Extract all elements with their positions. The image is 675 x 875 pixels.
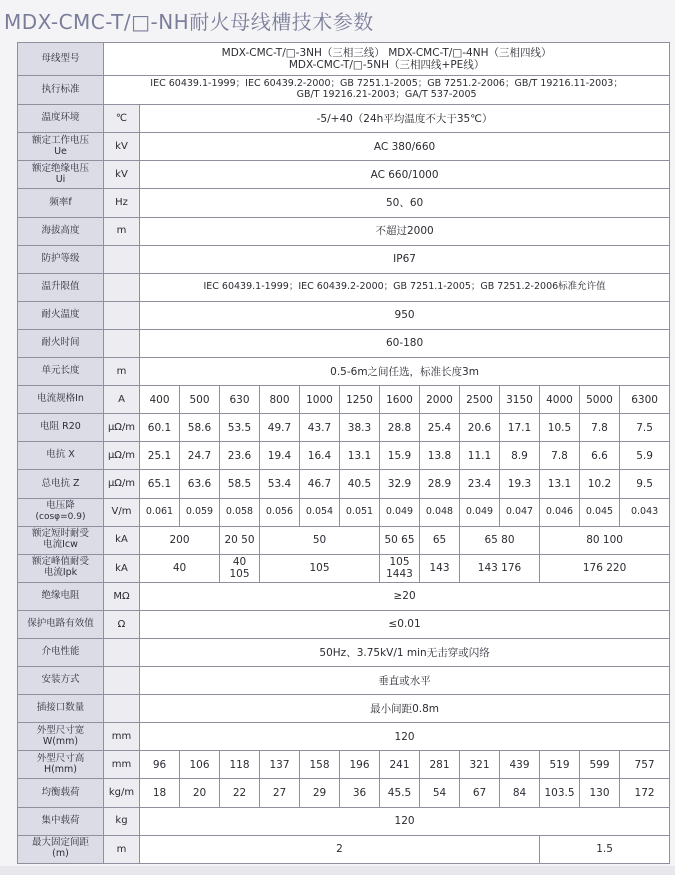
label-install: 安装方式 — [18, 667, 104, 695]
current-cell: 2000 — [420, 386, 460, 414]
row-peak — [18, 554, 670, 582]
uniform-load-cell: 67 — [460, 779, 500, 807]
impedance-cell: 58.5 — [220, 470, 260, 498]
label-peak-line1: 额定峰值耐受 — [31, 556, 89, 568]
current-cell: 1000 — [300, 386, 340, 414]
label-uniform-load: 均衡载荷 — [18, 779, 104, 807]
reactance-cell: 11.1 — [460, 442, 500, 470]
label-frequency: 频率f — [18, 189, 104, 217]
impedance-cell: 23.4 — [460, 470, 500, 498]
unit-height: mm — [104, 751, 140, 779]
label-short-time-line2: 电流Icw — [43, 539, 78, 551]
unit-temp-rise — [104, 273, 140, 301]
row-frequency — [18, 189, 670, 217]
voltage-drop-cell: 0.046 — [540, 498, 580, 526]
peak-cell: 143 — [420, 554, 460, 582]
short-time-cell: 80 100 — [540, 526, 670, 554]
max-span-cell-a: 2 — [140, 835, 540, 863]
unit-current: A — [104, 386, 140, 414]
unit-resistance: μΩ/m — [104, 414, 140, 442]
value-fire-temp: 950 — [140, 301, 670, 329]
label-width-line2: W(mm) — [42, 735, 79, 747]
voltage-drop-cell: 0.061 — [140, 498, 180, 526]
height-cell: 599 — [580, 751, 620, 779]
label-outlets: 插接口数量 — [18, 695, 104, 723]
unit-insulation-res: MΩ — [104, 582, 140, 610]
height-cell: 281 — [420, 751, 460, 779]
label-peak-line2: 电流Ipk — [43, 567, 78, 579]
resistance-cell: 60.1 — [140, 414, 180, 442]
voltage-drop-cell: 0.048 — [420, 498, 460, 526]
max-span-cell-b: 1.5 — [540, 835, 670, 863]
label-width — [18, 723, 104, 751]
peak-cell: 40 105 — [220, 554, 260, 582]
row-concentrated-load — [18, 807, 670, 835]
row-reactance — [18, 442, 670, 470]
row-install — [18, 667, 670, 695]
unit-voltage-drop: V/m — [104, 498, 140, 526]
impedance-cell: 10.2 — [580, 470, 620, 498]
peak-cell-line1: 105 — [389, 556, 410, 569]
height-cell: 196 — [340, 751, 380, 779]
voltage-drop-cell: 0.059 — [180, 498, 220, 526]
uniform-load-cell: 45.5 — [380, 779, 420, 807]
row-insulation-res — [18, 582, 670, 610]
unit-temperature: ℃ — [104, 105, 140, 133]
value-temp-rise: IEC 60439.1-1999；IEC 60439.2-2000；GB 7251.1-2005；GB 7251.2-2006标准允许值 — [140, 273, 670, 301]
current-cell: 800 — [260, 386, 300, 414]
row-height — [18, 751, 670, 779]
voltage-drop-cell: 0.049 — [380, 498, 420, 526]
uniform-load-cell: 29 — [300, 779, 340, 807]
impedance-cell: 19.3 — [500, 470, 540, 498]
reactance-cell: 7.8 — [540, 442, 580, 470]
reactance-cell: 24.7 — [180, 442, 220, 470]
label-height — [18, 751, 104, 779]
uniform-load-cell: 54 — [420, 779, 460, 807]
height-cell: 118 — [220, 751, 260, 779]
unit-width: mm — [104, 723, 140, 751]
unit-impedance: μΩ/m — [104, 470, 140, 498]
label-height-line1: 外型尺寸高 — [36, 752, 85, 764]
height-cell: 158 — [300, 751, 340, 779]
resistance-cell: 43.7 — [300, 414, 340, 442]
uniform-load-cell: 130 — [580, 779, 620, 807]
row-width — [18, 723, 670, 751]
value-insulation-res: ≥20 — [140, 582, 670, 610]
label-fire-time: 耐火时间 — [18, 329, 104, 357]
label-insulation-voltage-line2: Ui — [55, 173, 66, 185]
value-protection: IP67 — [140, 245, 670, 273]
uniform-load-cell: 84 — [500, 779, 540, 807]
resistance-cell: 58.6 — [180, 414, 220, 442]
value-rated-voltage: AC 380/660 — [140, 133, 670, 161]
height-cell: 321 — [460, 751, 500, 779]
voltage-drop-cell: 0.047 — [500, 498, 540, 526]
height-cell: 137 — [260, 751, 300, 779]
model-line1: MDX-CMC-T/□-3NH（三相三线） MDX-CMC-T/□-4NH（三相四线） — [221, 46, 552, 59]
label-peak — [18, 554, 104, 582]
page-title: MDX-CMC-T/□-NH耐火母线槽技术参数 — [4, 10, 374, 34]
unit-rated-voltage: kV — [104, 133, 140, 161]
standard-line1: IEC 60439.1-1999；IEC 60439.2-2000；GB 7251.1-2005；GB 7251.2-2006；GB/T 19216.11-2003； — [150, 78, 623, 90]
short-time-cell: 50 — [260, 526, 380, 554]
unit-protection — [104, 245, 140, 273]
label-insulation-res: 绝缘电阻 — [18, 582, 104, 610]
label-protection: 防护等级 — [18, 245, 104, 273]
value-install: 垂直或水平 — [140, 667, 670, 695]
reactance-cell: 19.4 — [260, 442, 300, 470]
label-voltage-drop-line2: (cosφ=0.9) — [35, 512, 86, 523]
row-model — [18, 43, 670, 76]
unit-unit-length: m — [104, 358, 140, 386]
row-outlets — [18, 695, 670, 723]
resistance-cell: 10.5 — [540, 414, 580, 442]
reactance-cell: 25.1 — [140, 442, 180, 470]
label-dielectric: 介电性能 — [18, 638, 104, 666]
resistance-cell: 53.5 — [220, 414, 260, 442]
current-cell: 6300 — [620, 386, 670, 414]
value-altitude: 不超过2000 — [140, 217, 670, 245]
label-altitude: 海拔高度 — [18, 217, 104, 245]
current-cell: 1600 — [380, 386, 420, 414]
impedance-cell: 65.1 — [140, 470, 180, 498]
uniform-load-cell: 172 — [620, 779, 670, 807]
reactance-cell: 23.6 — [220, 442, 260, 470]
label-fire-temp: 耐火温度 — [18, 301, 104, 329]
label-reactance: 电抗 X — [18, 442, 104, 470]
current-cell: 400 — [140, 386, 180, 414]
short-time-cell: 200 — [140, 526, 220, 554]
row-altitude — [18, 217, 670, 245]
bottom-strip — [0, 866, 675, 875]
row-temp-rise — [18, 273, 670, 301]
unit-outlets — [104, 695, 140, 723]
row-protection — [18, 245, 670, 273]
row-voltage-drop — [18, 498, 670, 526]
label-max-span-line2: (m) — [52, 848, 69, 860]
short-time-cell: 65 80 — [460, 526, 540, 554]
unit-frequency: Hz — [104, 189, 140, 217]
peak-cell — [380, 554, 420, 582]
value-concentrated-load: 120 — [140, 807, 670, 835]
label-temp-rise: 温升限值 — [18, 273, 104, 301]
standard-cell — [104, 76, 670, 105]
uniform-load-cell: 27 — [260, 779, 300, 807]
value-pe-res: ≤0.01 — [140, 610, 670, 638]
resistance-cell: 7.8 — [580, 414, 620, 442]
peak-cell: 40 — [140, 554, 220, 582]
unit-short-time: kA — [104, 526, 140, 554]
current-cell: 1250 — [340, 386, 380, 414]
unit-install — [104, 667, 140, 695]
row-impedance — [18, 470, 670, 498]
label-resistance: 电阻 R20 — [18, 414, 104, 442]
label-impedance: 总电抗 Z — [18, 470, 104, 498]
row-dielectric — [18, 638, 670, 666]
label-short-time-line1: 额定短时耐受 — [31, 528, 89, 540]
current-cell: 500 — [180, 386, 220, 414]
row-rated-voltage — [18, 133, 670, 161]
uniform-load-cell: 103.5 — [540, 779, 580, 807]
value-width: 120 — [140, 723, 670, 751]
unit-altitude: m — [104, 217, 140, 245]
row-temperature — [18, 105, 670, 133]
value-frequency: 50、60 — [140, 189, 670, 217]
label-insulation-voltage-line1: 额定绝缘电压 — [31, 163, 89, 175]
uniform-load-cell: 18 — [140, 779, 180, 807]
value-unit-length: 0.5-6m之间任选，标准长度3m — [140, 358, 670, 386]
height-cell: 757 — [620, 751, 670, 779]
row-current — [18, 386, 670, 414]
resistance-cell: 49.7 — [260, 414, 300, 442]
label-voltage-drop — [18, 498, 104, 526]
resistance-cell: 25.4 — [420, 414, 460, 442]
label-max-span-line1: 最大固定间距 — [31, 837, 89, 849]
label-rated-voltage-line1: 额定工作电压 — [31, 134, 89, 146]
spec-table — [17, 42, 670, 864]
impedance-cell: 32.9 — [380, 470, 420, 498]
unit-insulation-voltage: kV — [104, 161, 140, 189]
spec-sheet — [17, 42, 669, 864]
label-standard: 执行标准 — [18, 76, 104, 105]
current-cell: 630 — [220, 386, 260, 414]
unit-pe-res: Ω — [104, 610, 140, 638]
short-time-cell: 20 50 — [220, 526, 260, 554]
unit-dielectric — [104, 638, 140, 666]
resistance-cell: 38.3 — [340, 414, 380, 442]
impedance-cell: 13.1 — [540, 470, 580, 498]
label-pe-res: 保护电路有效值 — [18, 610, 104, 638]
resistance-cell: 17.1 — [500, 414, 540, 442]
resistance-cell: 28.8 — [380, 414, 420, 442]
row-insulation-voltage — [18, 161, 670, 189]
label-height-line2: H(mm) — [43, 763, 78, 775]
unit-reactance: μΩ/m — [104, 442, 140, 470]
label-model: 母线型号 — [18, 43, 104, 76]
impedance-cell: 53.4 — [260, 470, 300, 498]
unit-fire-temp — [104, 301, 140, 329]
row-fire-time — [18, 329, 670, 357]
peak-cell: 176 220 — [540, 554, 670, 582]
reactance-cell: 15.9 — [380, 442, 420, 470]
uniform-load-cell: 36 — [340, 779, 380, 807]
reactance-cell: 13.1 — [340, 442, 380, 470]
standard-line2: GB/T 19216.21-2003；GA/T 537-2005 — [296, 89, 477, 101]
unit-fire-time — [104, 329, 140, 357]
height-cell: 106 — [180, 751, 220, 779]
current-cell: 2500 — [460, 386, 500, 414]
reactance-cell: 5.9 — [620, 442, 670, 470]
value-fire-time: 60-180 — [140, 329, 670, 357]
reactance-cell: 8.9 — [500, 442, 540, 470]
reactance-cell: 6.6 — [580, 442, 620, 470]
current-cell: 4000 — [540, 386, 580, 414]
unit-uniform-load: kg/m — [104, 779, 140, 807]
impedance-cell: 9.5 — [620, 470, 670, 498]
impedance-cell: 40.5 — [340, 470, 380, 498]
short-time-cell: 65 — [420, 526, 460, 554]
peak-cell: 105 — [260, 554, 380, 582]
current-cell: 3150 — [500, 386, 540, 414]
label-voltage-drop-line1: 电压降 — [46, 500, 75, 512]
label-unit-length: 单元长度 — [18, 358, 104, 386]
row-unit-length — [18, 358, 670, 386]
voltage-drop-cell: 0.045 — [580, 498, 620, 526]
voltage-drop-cell: 0.043 — [620, 498, 670, 526]
row-fire-temp — [18, 301, 670, 329]
voltage-drop-cell: 0.054 — [300, 498, 340, 526]
uniform-load-cell: 22 — [220, 779, 260, 807]
model-cell — [104, 43, 670, 76]
impedance-cell: 28.9 — [420, 470, 460, 498]
row-resistance — [18, 414, 670, 442]
uniform-load-cell: 20 — [180, 779, 220, 807]
label-width-line1: 外型尺寸宽 — [36, 724, 85, 736]
resistance-cell: 20.6 — [460, 414, 500, 442]
label-temperature: 温度环境 — [18, 105, 104, 133]
impedance-cell: 46.7 — [300, 470, 340, 498]
label-max-span — [18, 835, 104, 863]
value-dielectric: 50Hz、3.75kV/1 min无击穿或闪络 — [140, 638, 670, 666]
label-current: 电流规格In — [18, 386, 104, 414]
label-short-time — [18, 526, 104, 554]
impedance-cell: 63.6 — [180, 470, 220, 498]
label-insulation-voltage — [18, 161, 104, 189]
current-cell: 5000 — [580, 386, 620, 414]
height-cell: 519 — [540, 751, 580, 779]
reactance-cell: 16.4 — [300, 442, 340, 470]
peak-cell: 143 176 — [460, 554, 540, 582]
row-short-time — [18, 526, 670, 554]
voltage-drop-cell: 0.058 — [220, 498, 260, 526]
row-max-span — [18, 835, 670, 863]
row-pe-res — [18, 610, 670, 638]
value-insulation-voltage: AC 660/1000 — [140, 161, 670, 189]
unit-max-span: m — [104, 835, 140, 863]
height-cell: 439 — [500, 751, 540, 779]
label-concentrated-load: 集中载荷 — [18, 807, 104, 835]
resistance-cell: 7.5 — [620, 414, 670, 442]
value-outlets: 最小间距0.8m — [140, 695, 670, 723]
unit-peak: kA — [104, 554, 140, 582]
label-rated-voltage-line2: Ue — [54, 145, 67, 157]
height-cell: 96 — [140, 751, 180, 779]
model-line2: MDX-CMC-T/□-5NH（三相四线+PE线） — [288, 59, 485, 72]
height-cell: 241 — [380, 751, 420, 779]
short-time-cell: 50 65 — [380, 526, 420, 554]
row-uniform-load — [18, 779, 670, 807]
voltage-drop-cell: 0.051 — [340, 498, 380, 526]
label-rated-voltage — [18, 133, 104, 161]
peak-cell-line2: 1443 — [386, 568, 413, 581]
unit-concentrated-load: kg — [104, 807, 140, 835]
row-standard — [18, 76, 670, 105]
voltage-drop-cell: 0.056 — [260, 498, 300, 526]
voltage-drop-cell: 0.049 — [460, 498, 500, 526]
value-temperature: -5/+40（24h平均温度不大于35℃） — [140, 105, 670, 133]
reactance-cell: 13.8 — [420, 442, 460, 470]
